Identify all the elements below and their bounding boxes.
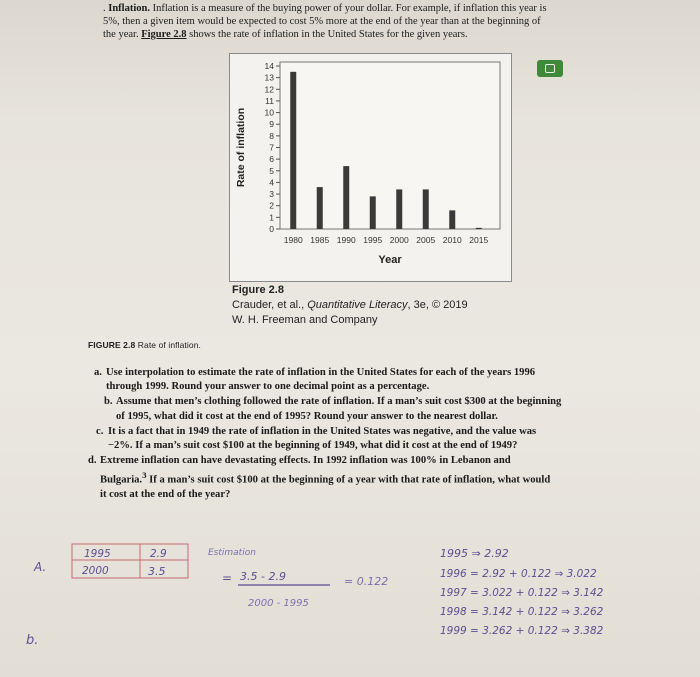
y-tick-label: 9 <box>269 119 274 130</box>
y-tick-label: 14 <box>264 61 274 71</box>
x-axis-label: Year <box>378 254 402 266</box>
x-tick-label: 1990 <box>336 235 356 245</box>
figure-label-text: Rate of inflation. <box>137 340 201 350</box>
fraction-denominator: 2000 - 1995 <box>248 598 309 609</box>
caption-title: Figure 2.8 <box>232 284 284 296</box>
y-tick-label: 7 <box>269 142 274 153</box>
answer-line: 1999 = 3.262 + 0.122 ⇒ 3.382 <box>440 625 604 637</box>
x-tick-label: 2015 <box>469 235 489 245</box>
bar-2010 <box>449 210 455 229</box>
y-tick-label: 10 <box>264 107 274 118</box>
question-text: of 1995, what did it cost at the end of 1995? Round your answer to the nearest dollar. <box>116 410 498 422</box>
question-text: it cost at the end of the year? <box>100 489 231 501</box>
y-tick-label: 4 <box>269 177 274 188</box>
question-letter: c. <box>96 425 104 437</box>
y-tick-label: 8 <box>269 130 274 141</box>
question-b <box>104 395 663 423</box>
answer-line: 1998 = 3.142 + 0.122 ⇒ 3.262 <box>440 606 604 618</box>
fraction-numerator: 3.5 - 2.9 <box>240 570 286 583</box>
question-c <box>96 425 663 453</box>
caption-book-title: Quantitative Literacy <box>307 299 408 311</box>
estimation-label: Estimation <box>208 548 256 558</box>
y-tick-label: 13 <box>264 72 274 83</box>
label-b: b. <box>26 633 39 648</box>
intro-text-3b: shows the rate of inflation in the United States for the given years. <box>189 29 468 40</box>
intro-text-2: 5%, then a given item would be expected to cost 5% more at the end of the year than at the beginning of <box>103 16 541 27</box>
estimation-result: = 0.122 <box>344 575 389 588</box>
question-text: Assume that men’s clothing followed the rate of inflation. If a man’s suit cost $300 at the beginning <box>116 396 562 408</box>
question-text: Extreme inflation can have devastating effects. In 1992 inflation was 100% in Lebanon and <box>100 455 511 467</box>
answer-line: 1997 = 3.022 + 0.122 ⇒ 3.142 <box>440 587 604 599</box>
inflation-chart-frame <box>229 53 512 282</box>
y-tick-label: 6 <box>269 154 274 165</box>
bar-2000 <box>396 189 402 229</box>
caption-credit-line <box>232 298 468 313</box>
camera-icon[interactable] <box>537 60 563 77</box>
question-list <box>88 366 663 503</box>
plot-area <box>280 62 500 229</box>
figure-label <box>88 340 201 350</box>
question-text: Use interpolation to estimate the rate of inflation in the United States for each of the years 1996 <box>106 367 536 378</box>
question-text: It is a fact that in 1949 the rate of inflation in the United States was negative, and the value was <box>108 425 537 437</box>
footnote-marker: 3 <box>142 470 147 481</box>
question-text: −2%. If a man’s suit cost $100 at the beginning of 1949, what did it cost at the end of 1949? <box>108 440 518 452</box>
label-a: A. <box>34 560 47 574</box>
bar-1990 <box>343 166 349 229</box>
intro-heading: Inflation. <box>108 3 150 14</box>
intro-number: . <box>103 3 106 14</box>
x-tick-label: 1980 <box>283 235 303 245</box>
figure-reference: Figure 2.8 <box>141 29 187 40</box>
question-letter: d. <box>88 455 97 467</box>
figure-caption <box>232 283 468 328</box>
table-cell: 2000 <box>82 565 109 577</box>
table-cell: 3.5 <box>148 565 166 578</box>
question-text: If a man’s suit cost $100 at the beginning of a year with that rate of inflation, what would <box>146 474 551 486</box>
y-tick-label: 5 <box>269 165 274 176</box>
y-tick-label: 0 <box>269 224 274 234</box>
bar-1995 <box>370 196 376 229</box>
y-tick-label: 3 <box>269 189 274 200</box>
bar-1980 <box>290 72 296 229</box>
intro-text-3a: the year. <box>103 29 139 40</box>
y-axis-label: Rate of inflation <box>235 107 247 188</box>
y-tick-label: 11 <box>265 95 274 106</box>
y-tick-label: 1 <box>269 212 274 223</box>
equals-sign: = <box>222 571 233 585</box>
table-cell: 2.9 <box>150 548 167 560</box>
question-text: Bulgaria. <box>100 474 143 486</box>
bar-2015 <box>476 228 482 229</box>
x-tick-label: 2005 <box>416 235 436 245</box>
inflation-chart <box>230 54 511 281</box>
table-cell: 1995 <box>84 548 111 560</box>
answer-line: 1996 = 2.92 + 0.122 ⇒ 3.022 <box>440 568 597 580</box>
question-letter: b. <box>104 396 113 408</box>
question-text: through 1999. Round your answer to one decimal point as a percentage. <box>106 381 430 393</box>
x-tick-label: 2010 <box>442 235 462 245</box>
x-tick-label: 1995 <box>363 235 383 245</box>
inflation-intro <box>103 2 643 41</box>
y-tick-label: 12 <box>264 84 274 95</box>
caption-authors: Crauder, et al., <box>232 299 305 311</box>
question-a <box>94 366 663 394</box>
intro-text-1: Inflation is a measure of the buying power of your dollar. For example, if inflation this year is <box>152 3 547 14</box>
x-tick-label: 1985 <box>310 235 330 245</box>
y-tick-label: 2 <box>269 200 274 211</box>
question-letter: a. <box>94 367 102 378</box>
bar-1985 <box>317 187 323 229</box>
caption-edition: , 3e, © 2019 <box>407 299 468 311</box>
answer-line: 1995 ⇒ 2.92 <box>440 547 509 560</box>
question-d <box>88 454 663 502</box>
bar-2005 <box>423 189 429 229</box>
x-tick-label: 2000 <box>389 235 409 245</box>
caption-publisher: W. H. Freeman and Company <box>232 314 378 326</box>
figure-label-number: FIGURE 2.8 <box>88 340 136 350</box>
